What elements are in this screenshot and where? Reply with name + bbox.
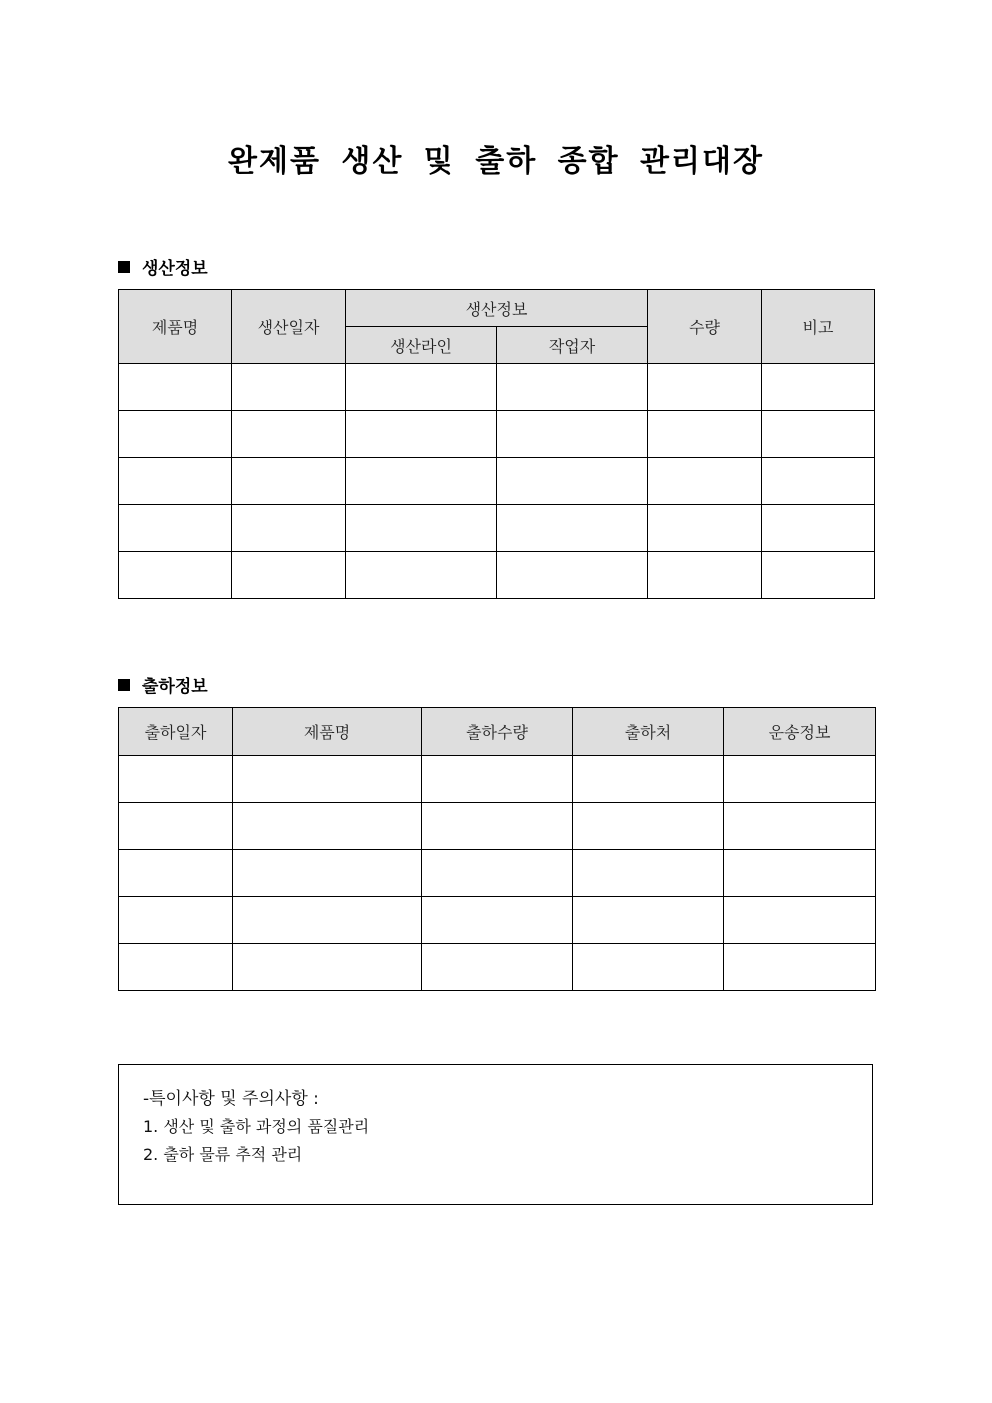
header-shipping-quantity: 출하수량: [422, 708, 573, 756]
cell-shipping-date[interactable]: [119, 756, 233, 803]
header-shipping-date: 출하일자: [119, 708, 233, 756]
cell-product-name[interactable]: [233, 756, 422, 803]
header-remarks: 비고: [762, 290, 875, 364]
cell-production-line[interactable]: [346, 552, 497, 599]
shipping-heading-label: 출하정보: [142, 677, 208, 697]
cell-shipping-quantity[interactable]: [422, 850, 573, 897]
cell-shipping-date[interactable]: [119, 850, 233, 897]
cell-shipping-date[interactable]: [119, 803, 233, 850]
notes-title: -특이사항 및 주의사항 :: [143, 1089, 319, 1109]
document-title: 완제품 생산 및 출하 종합 관리대장: [228, 144, 764, 179]
cell-production-line[interactable]: [346, 458, 497, 505]
header-quantity: 수량: [648, 290, 762, 364]
cell-production-line[interactable]: [346, 364, 497, 411]
cell-worker[interactable]: [497, 458, 648, 505]
cell-worker[interactable]: [497, 552, 648, 599]
header-transport-info: 운송정보: [724, 708, 876, 756]
cell-transport-info[interactable]: [724, 803, 876, 850]
cell-remarks[interactable]: [762, 458, 875, 505]
notes-box: [118, 1064, 873, 1205]
shipping-section-heading: [118, 672, 208, 697]
cell-destination[interactable]: [573, 803, 724, 850]
cell-product-name[interactable]: [233, 944, 422, 991]
cell-worker[interactable]: [497, 364, 648, 411]
cell-product-name[interactable]: [119, 552, 232, 599]
table-row: [119, 411, 875, 458]
notes-item: 1. 생산 및 출하 과정의 품질관리: [143, 1117, 370, 1136]
cell-shipping-quantity[interactable]: [422, 897, 573, 944]
cell-remarks[interactable]: [762, 364, 875, 411]
header-production-line: 생산라인: [346, 327, 497, 364]
table-row: [119, 505, 875, 552]
cell-quantity[interactable]: [648, 552, 762, 599]
cell-worker[interactable]: [497, 505, 648, 552]
table-row: [119, 458, 875, 505]
cell-production-date[interactable]: [232, 364, 346, 411]
header-production-date: 생산일자: [232, 290, 346, 364]
cell-shipping-quantity[interactable]: [422, 944, 573, 991]
cell-product-name[interactable]: [119, 411, 232, 458]
cell-destination[interactable]: [573, 897, 724, 944]
production-heading-label: 생산정보: [142, 259, 208, 279]
production-section-heading: [118, 254, 208, 279]
header-production-info: 생산정보: [346, 290, 648, 327]
square-bullet-icon: [118, 261, 130, 273]
cell-quantity[interactable]: [648, 505, 762, 552]
cell-production-date[interactable]: [232, 552, 346, 599]
cell-destination[interactable]: [573, 756, 724, 803]
header-worker: 작업자: [497, 327, 648, 364]
cell-worker[interactable]: [497, 411, 648, 458]
notes-item: 2. 출하 물류 추적 관리: [143, 1145, 303, 1164]
cell-production-date[interactable]: [232, 458, 346, 505]
cell-transport-info[interactable]: [724, 756, 876, 803]
cell-shipping-quantity[interactable]: [422, 756, 573, 803]
cell-remarks[interactable]: [762, 505, 875, 552]
cell-product-name[interactable]: [119, 505, 232, 552]
cell-remarks[interactable]: [762, 411, 875, 458]
table-row: [119, 364, 875, 411]
table-row: [119, 944, 876, 991]
cell-transport-info[interactable]: [724, 944, 876, 991]
cell-production-date[interactable]: [232, 411, 346, 458]
cell-shipping-quantity[interactable]: [422, 803, 573, 850]
cell-production-date[interactable]: [232, 505, 346, 552]
cell-destination[interactable]: [573, 944, 724, 991]
cell-production-line[interactable]: [346, 411, 497, 458]
cell-transport-info[interactable]: [724, 897, 876, 944]
table-row: [119, 552, 875, 599]
table-row: [119, 850, 876, 897]
cell-quantity[interactable]: [648, 458, 762, 505]
cell-transport-info[interactable]: [724, 850, 876, 897]
cell-product-name[interactable]: [119, 364, 232, 411]
table-row: [119, 803, 876, 850]
cell-product-name[interactable]: [233, 803, 422, 850]
header-destination: 출하처: [573, 708, 724, 756]
cell-product-name[interactable]: [119, 458, 232, 505]
cell-destination[interactable]: [573, 850, 724, 897]
header-product-name: 제품명: [119, 290, 232, 364]
header-product-name: 제품명: [233, 708, 422, 756]
cell-quantity[interactable]: [648, 411, 762, 458]
table-row: [119, 897, 876, 944]
cell-shipping-date[interactable]: [119, 944, 233, 991]
cell-quantity[interactable]: [648, 364, 762, 411]
cell-production-line[interactable]: [346, 505, 497, 552]
cell-shipping-date[interactable]: [119, 897, 233, 944]
shipping-table: [118, 707, 876, 991]
cell-product-name[interactable]: [233, 850, 422, 897]
cell-product-name[interactable]: [233, 897, 422, 944]
cell-remarks[interactable]: [762, 552, 875, 599]
table-row: [119, 756, 876, 803]
production-table: [118, 289, 875, 599]
square-bullet-icon: [118, 679, 130, 691]
